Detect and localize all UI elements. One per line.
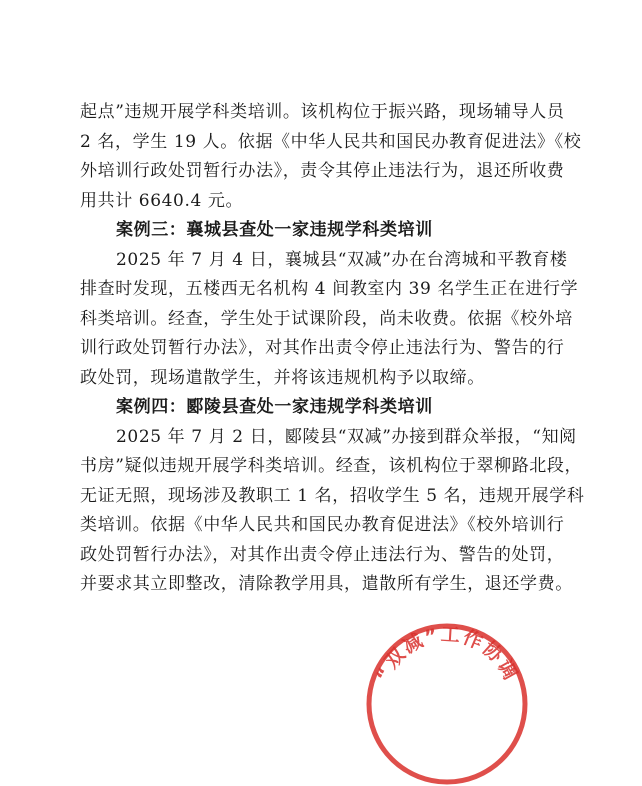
- body-line: 2025 年 7 月 4 日，襄城县“双减”办在台湾城和平教育楼: [116, 249, 568, 270]
- document-body: [80, 98, 585, 600]
- body-line: 科类培训。经查，学生处于试课阶段，尚未收费。依据《校外培: [80, 308, 573, 329]
- body-line: 2025 年 7 月 2 日，郾陵县“双减”办接到群众举报，“知阅: [116, 426, 577, 447]
- body-line: 政处罚暂行办法》，对其作出责令停止违法行为、警告的处罚，: [80, 544, 565, 565]
- case-three-heading: 案例三：襄城县查处一家违规学科类培训: [116, 220, 433, 240]
- body-line: 排查时发现，五楼西无名机构 4 间教室内 39 名学生正在进行学: [80, 279, 579, 299]
- seal-text: “双减”工作协调: [371, 623, 523, 686]
- body-line: 政处罚，现场遣散学生，并将该违规机构予以取缔。: [80, 367, 485, 388]
- body-line: 外培训行政处罚暂行办法》，责令其停止违法行为，退还所收费: [80, 161, 565, 181]
- body-line: 并要求其立即整改，清除教学用具，遣散所有学生，退还学费。: [80, 574, 573, 594]
- svg-text:“双减”工作协调: [372, 624, 522, 686]
- body-line: 类培训。依据《中华人民共和国民办教育促进法》《校外培训行: [80, 515, 565, 535]
- case-four-heading: 案例四：郾陵县查处一家违规学科类培训: [116, 397, 433, 417]
- body-line: 训行政处罚暂行办法》，对其作出责令停止违法行为、警告的行: [80, 338, 565, 358]
- body-line: 2 名，学生 19 人。依据《中华人民共和国民办教育促进法》《校: [80, 131, 582, 152]
- body-line: 书房”疑似违规开展学科类培训。经查，该机构位于翠柳路北段，: [80, 456, 583, 476]
- body-line: 无证无照，现场涉及教职工 1 名，招收学生 5 名，违规开展学科: [80, 485, 585, 506]
- official-seal-stamp: [362, 616, 532, 786]
- body-line: 起点”违规开展学科类培训。该机构位于振兴路，现场辅导人员: [80, 102, 565, 122]
- body-line: 用共计 6640.4 元。: [80, 190, 244, 211]
